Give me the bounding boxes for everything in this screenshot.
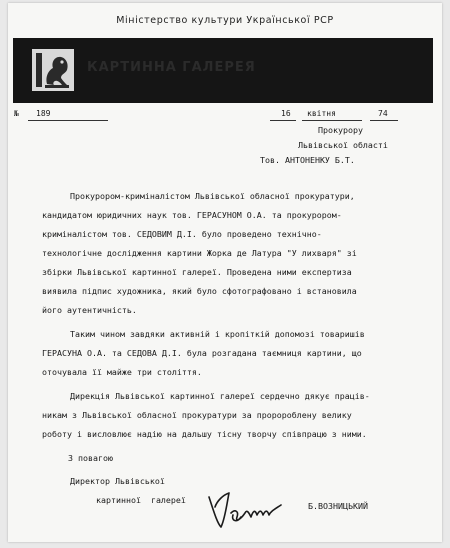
- body-line: Дирекція Львівської картинної галереї сердечно дякує праців-: [70, 391, 370, 401]
- date-year: 74: [378, 109, 388, 118]
- ref-number: 189: [36, 109, 51, 118]
- date-day: 16: [281, 109, 291, 118]
- addressee-line: Тов. АНТОНЕНКУ Б.Т.: [260, 155, 355, 165]
- letterhead-banner: [13, 38, 433, 103]
- closing-regards: З повагою: [68, 453, 113, 463]
- ministry-header: Міністерство культури Української РСР: [116, 15, 334, 26]
- ref-number-label: №: [14, 109, 19, 118]
- date-underline: [302, 120, 362, 121]
- addressee-line: Прокурору: [318, 125, 363, 135]
- body-line: оточувала її майже три століття.: [42, 367, 202, 377]
- body-line: ГЕРАСУНА О.А. та СЕДОВА Д.І. була розгадана таємниця картини, що: [42, 348, 362, 358]
- body-line: роботу і висловлює надію на дальшу тісну творчу співпрацю з ними.: [42, 429, 367, 439]
- body-line: Таким чином завдяки активній і кропіткій допомозі товаришів: [70, 329, 365, 339]
- body-line: никам з Львівської обласної прокуратури за проророблену велику: [42, 410, 352, 420]
- body-line: виявила підпис художника, який було сфотографовано і встановила: [42, 286, 357, 296]
- body-line: збірки Львівської картинної галереї. Проведена ними експертиза: [42, 267, 352, 277]
- body-line: кандидатом юридичних наук тов. ГЕРАСУНОМ О.А. та прокурором-: [42, 210, 342, 220]
- addressee-line: Львівської області: [298, 140, 388, 150]
- director-title: Директор Львівської: [70, 476, 165, 486]
- letter-page: [8, 3, 442, 542]
- director-title: картинної галереї: [96, 495, 186, 505]
- body-line: технологічне дослідження картини Жорка де Латура "У лихваря" зі: [42, 248, 357, 258]
- body-line: криміналістом тов. СЕДОВИМ Д.І. було проведено технічно-: [42, 229, 322, 239]
- body-line: його аутентичність.: [42, 305, 137, 315]
- handwritten-signature: [203, 483, 291, 533]
- date-underline: [370, 120, 398, 121]
- signatory-name: Б.ВОЗНИЦЬКИЙ: [308, 501, 368, 511]
- banner-lettering: КАРТИННА ГАЛЕРЕЯ: [87, 60, 256, 75]
- body-line: Прокурором-криміналістом Львівської обласної прокуратури,: [70, 191, 355, 201]
- ref-underline: [28, 120, 108, 121]
- date-underline: [270, 120, 296, 121]
- gallery-logo-icon: [31, 48, 75, 92]
- date-month: квітня: [307, 109, 336, 118]
